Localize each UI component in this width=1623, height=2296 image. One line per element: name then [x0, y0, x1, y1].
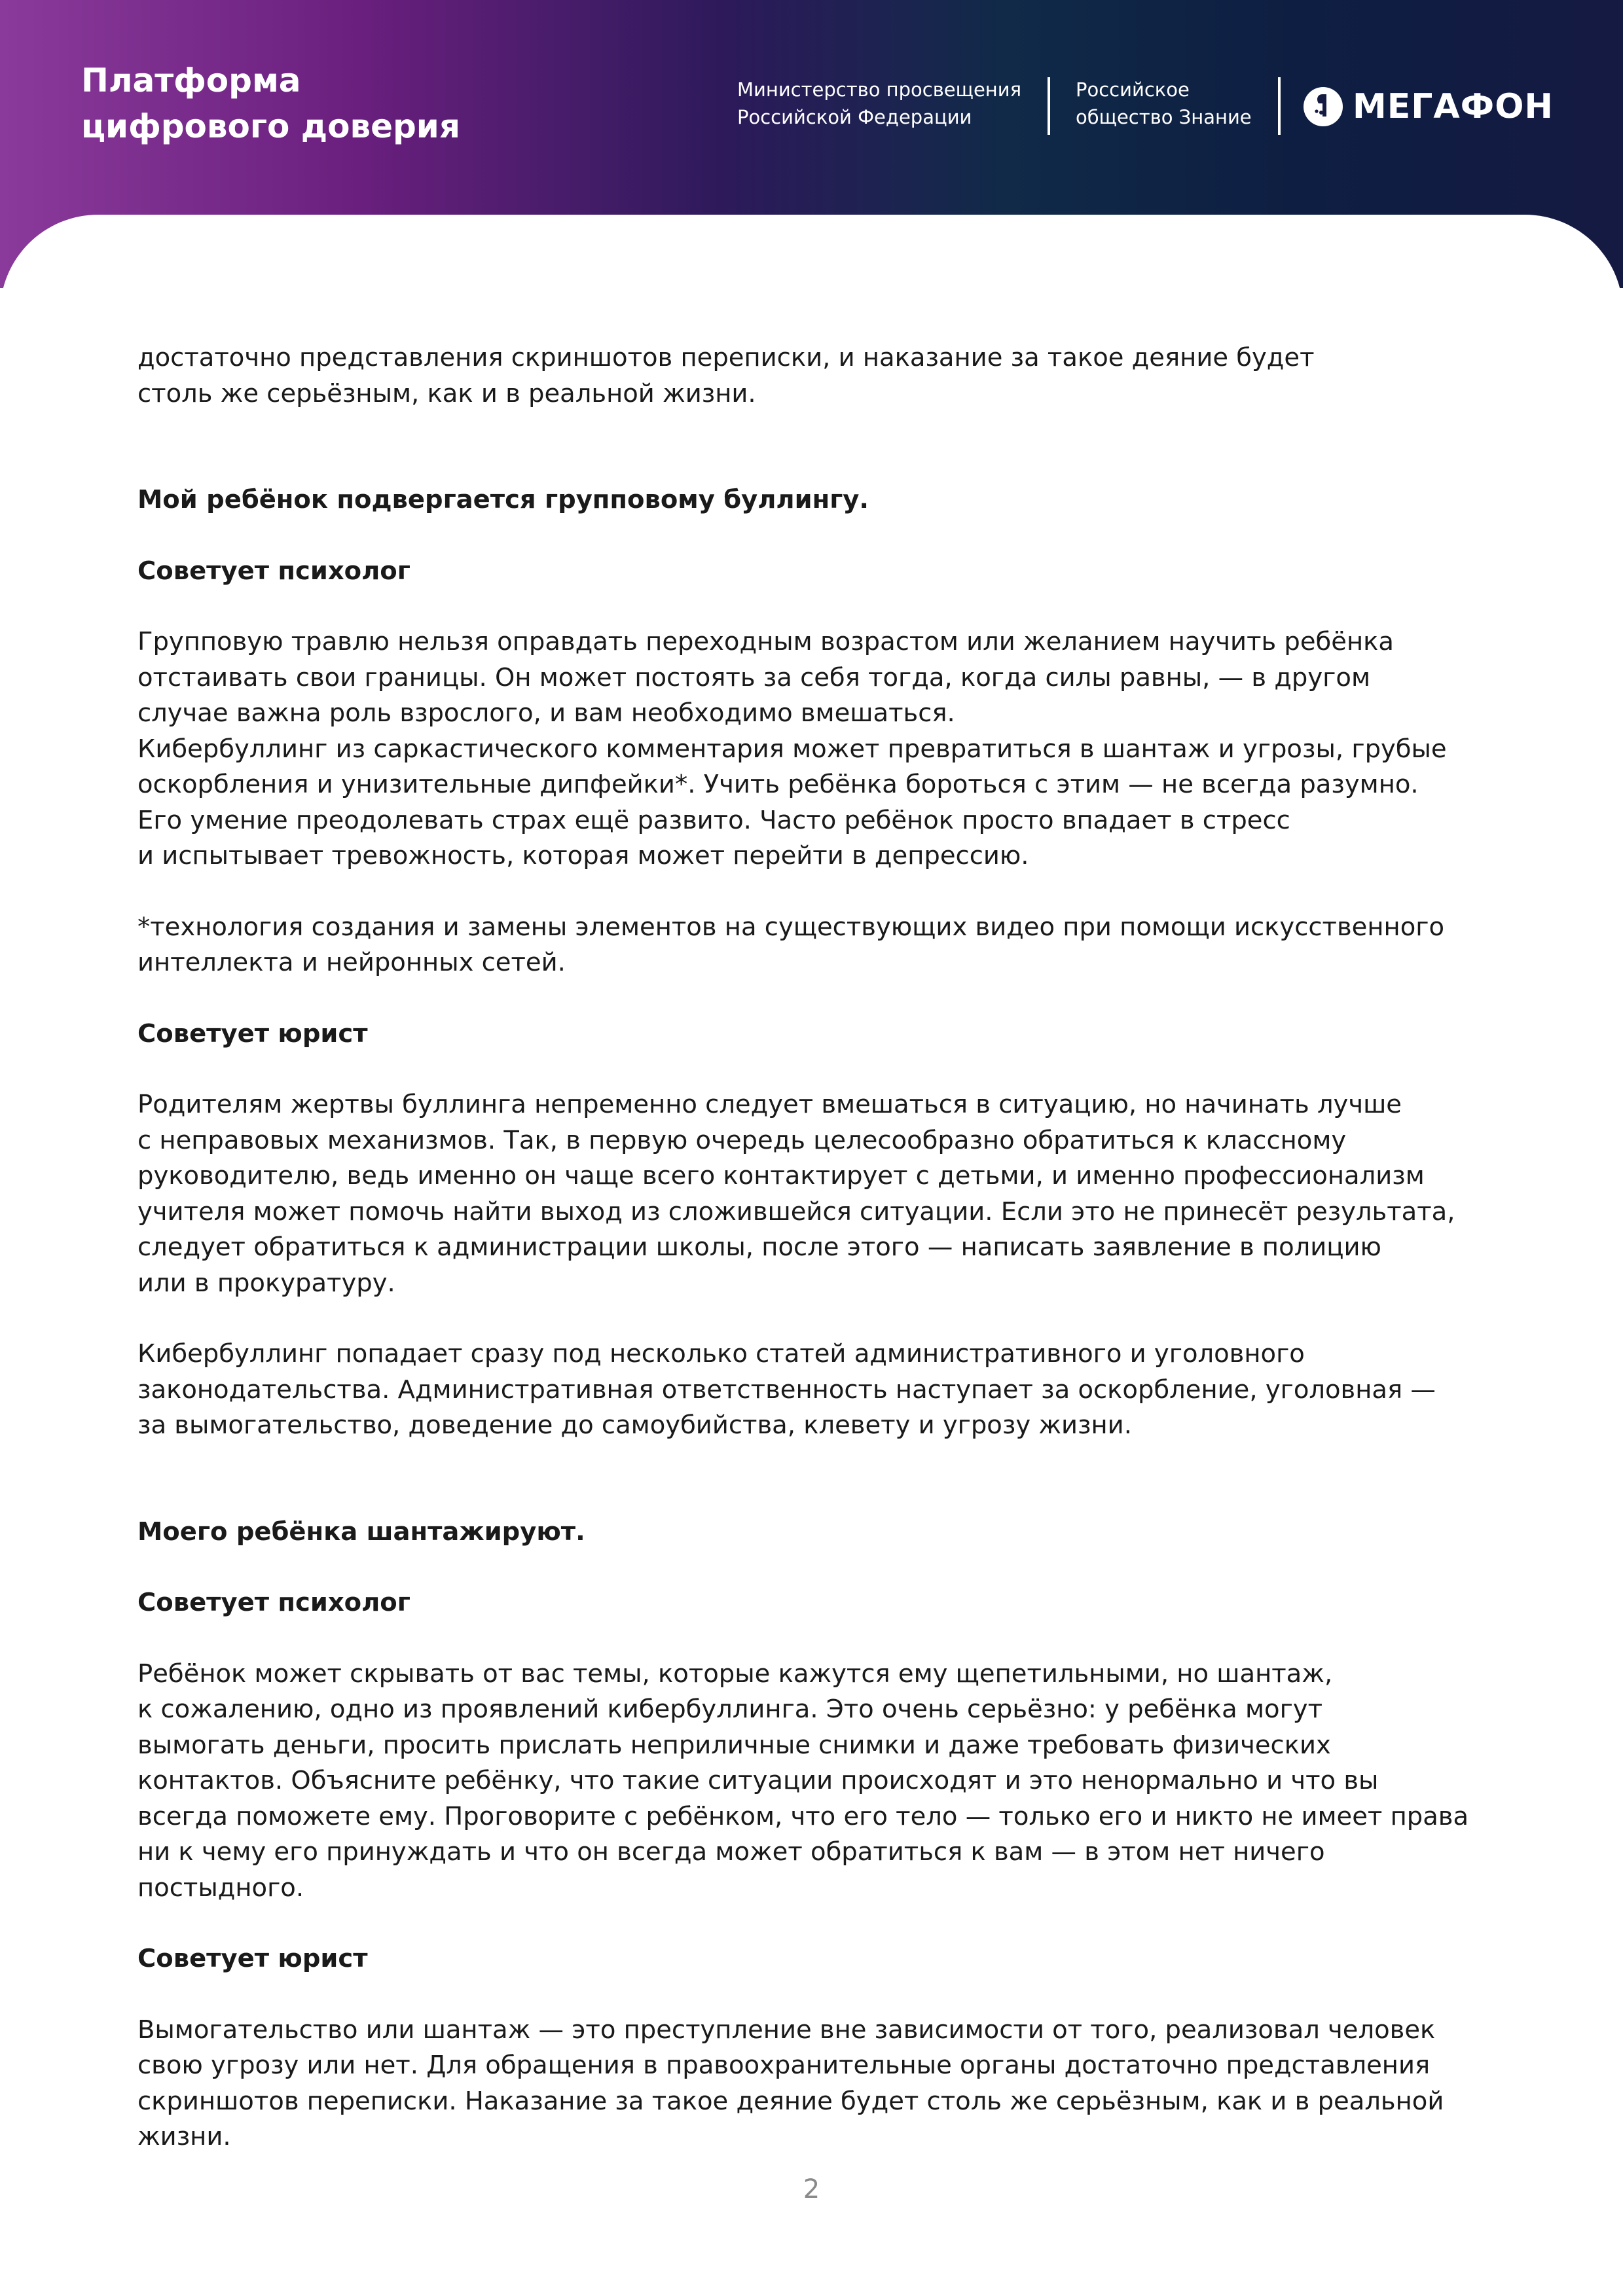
body-text-line: учителя может помочь найти выход из сложившейся ситуации. Если это не принесёт результата,	[137, 1196, 1455, 1227]
megafon-logo-icon	[1303, 86, 1343, 127]
body-text-line: достаточно представления скриншотов переписки, и наказание за такое деяние будет	[137, 343, 1315, 372]
body-text-line: Вымогательство или шантаж — это преступление вне зависимости от того, реализовал человек	[137, 2015, 1436, 2045]
body-text-line: жизни.	[137, 2122, 231, 2151]
body-text-line: за вымогательство, доведение до самоубийства, клевету и угрозу жизни.	[137, 1410, 1132, 1440]
megafon-logo-text: МЕГАФОН	[1353, 87, 1554, 126]
body-text-line: Ребёнок может скрывать от вас темы, которые кажутся ему щепетильными, но шантаж,	[137, 1659, 1333, 1689]
article-body	[137, 340, 1525, 2155]
body-text-line: свою угрозу или нет. Для обращения в правоохранительные органы достаточно представления	[137, 2051, 1431, 2080]
section-heading: Советует психолог	[137, 556, 410, 586]
section-heading: Советует юрист	[137, 1018, 368, 1049]
body-text-line: контактов. Объясните ребёнку, что такие ситуации происходят и это ненормально и что вы	[137, 1766, 1379, 1795]
partner-znanie	[1076, 76, 1252, 131]
body-text-line: всегда поможете ему. Проговорите с ребёнком, что его тело — только его и никто не имеет права	[137, 1801, 1469, 1831]
body-text-line: столь же серьёзным, как и в реальной жизни.	[137, 378, 756, 408]
body-text-line: с неправовых механизмов. Так, в первую очередь целесообразно обратиться к классному	[137, 1125, 1347, 1155]
partner-ministry-line1: Министерство просвещения	[737, 79, 1022, 101]
footnote-line: *технология создания и замены элементов на существующих видео при помощи искусственного	[137, 912, 1445, 942]
partner-ministry-line2: Российской Федерации	[737, 106, 972, 128]
header-divider	[1278, 77, 1281, 135]
body-text-line: постыдного.	[137, 1873, 304, 1903]
body-text-line: Кибербуллинг попадает сразу под несколько статей административного и уголовного	[137, 1339, 1305, 1369]
body-text-line: Групповую травлю нельзя оправдать переходным возрастом или желанием научить ребёнка	[137, 627, 1395, 656]
section-heading: Советует юрист	[137, 1944, 368, 1973]
body-text-line: Родителям жертвы буллинга непременно следует вмешаться в ситуацию, но начинать лучше	[137, 1090, 1402, 1119]
page-number: 2	[803, 2174, 820, 2204]
body-text-line: отстаивать свои границы. Он может постоять за себя тогда, когда силы равны, — в другом	[137, 662, 1370, 692]
body-text-line: Его умение преодолевать страх ещё развито. Часто ребёнок просто впадает в стресс	[137, 805, 1290, 835]
section-heading: Советует психолог	[137, 1588, 410, 1617]
question-heading: Мой ребёнок подвергается групповому буллингу.	[137, 485, 869, 514]
body-text-line: руководителю, ведь именно он чаще всего контактирует с детьми, и именно профессионализм	[137, 1161, 1425, 1191]
body-text-line: случае важна роль взрослого, и вам необходимо вмешаться.	[137, 698, 955, 728]
header-divider	[1048, 77, 1050, 135]
body-text-line: и испытывает тревожность, которая может перейти в депрессию.	[137, 841, 1029, 870]
body-text-line: оскорбления и унизительные дипфейки*. Учить ребёнка бороться с этим — не всегда разумно.	[137, 770, 1419, 799]
question-heading: Моего ребёнка шантажируют.	[137, 1516, 585, 1547]
body-text-line: законодательства. Административная ответственность наступает за оскорбление, уголовная —	[137, 1374, 1436, 1405]
platform-title-line1: Платформа	[81, 62, 301, 99]
partner-znanie-line1: Российское	[1076, 79, 1190, 101]
partner-ministry	[737, 76, 1021, 131]
body-text-line: следует обратиться к администрации школы, после этого — написать заявление в полицию	[137, 1232, 1381, 1262]
body-text-line: Кибербуллинг из саркастического комментария может превратиться в шантаж и угрозы, грубые	[137, 734, 1447, 764]
partner-znanie-line2: общество Знание	[1076, 106, 1252, 128]
body-text-line: к сожалению, одно из проявлений кибербуллинга. Это очень серьёзно: у ребёнка могут	[137, 1695, 1323, 1724]
platform-title	[81, 58, 460, 149]
megafon-logo	[1303, 81, 1554, 133]
body-text-line: скриншотов переписки. Наказание за такое деяние будет столь же серьёзным, как и в реальной	[137, 2086, 1444, 2116]
body-text-line: вымогать деньги, просить прислать неприличные снимки и даже требовать физических	[137, 1730, 1331, 1760]
body-text-line: ни к чему его принуждать и что он всегда может обратиться к вам — в этом нет ничего	[137, 1837, 1325, 1867]
platform-title-line2: цифрового доверия	[81, 107, 460, 145]
body-text-line: или в прокуратуру.	[137, 1268, 395, 1298]
footnote-line: интеллекта и нейронных сетей.	[137, 948, 566, 977]
